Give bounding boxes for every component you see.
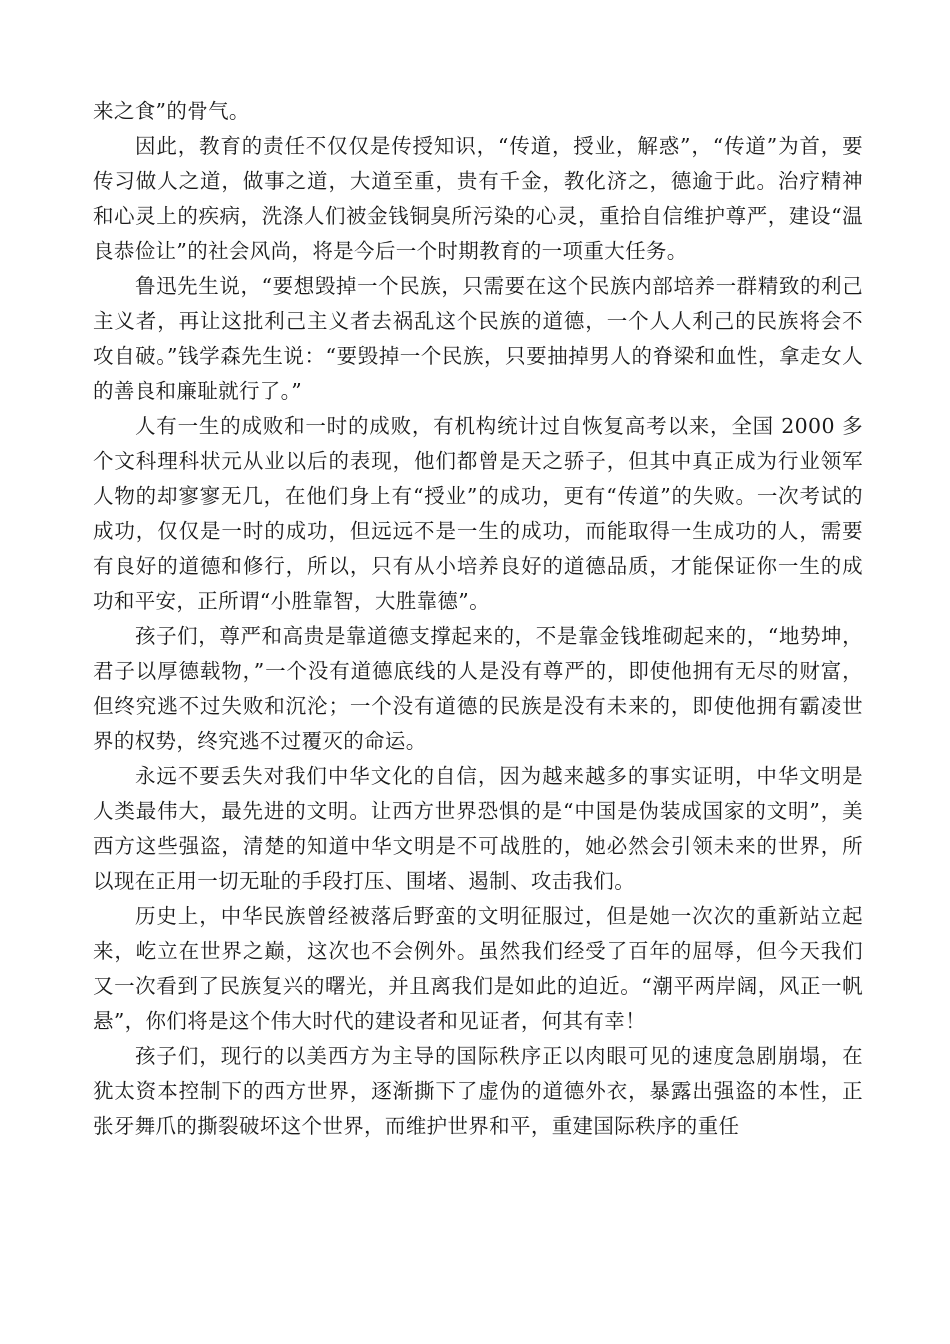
paragraph-success-and-morality: 人有一生的成败和一时的成败，有机构统计过自恢复高考以来，全国 2000 多个文科理科状元从业以后的表现，他们都曾是天之骄子，但其中真正成为行业领军人物的却寥寥无几，在他们身上有“授业”的成功，更有“传道”的失败。一次考试的成功，仅仅是一时的成功，但远远不是一生的成功，而能取得一生成功的人，需要有良好的道德和修行，所以，只有从小培养良好的道德品质，才能保证你一生的成功和平安，正所谓“小胜靠智，大胜靠德”。 [93, 414, 863, 613]
paragraph-luxun-qian-quotes: 鲁迅先生说，“要想毁掉一个民族，只需要在这个民族内部培养一群精致的利己主义者，再让这批利己主义者去祸乱这个民族的道德，一个人人利己的民族将会不攻自破。”钱学森先生说：“要毁掉一个民族，只要抽掉男人的脊梁和血性，拿走女人的善良和廉耻就行了。” [93, 274, 863, 403]
paragraph-national-revival: 历史上，中华民族曾经被落后野蛮的文明征服过，但是她一次次的重新站立起来，屹立在世界之巅，这次也不会例外。虽然我们经受了百年的屈辱，但今天我们又一次看到了民族复兴的曙光，并且离我们是如此的迫近。“潮平两岸阔，风正一帆悬”，你们将是这个伟大时代的建设者和见证者，何其有幸！ [93, 904, 863, 1033]
document-page [93, 94, 863, 1144]
paragraph-international-order: 孩子们，现行的以美西方为主导的国际秩序正以肉眼可见的速度急剧崩塌，在犹太资本控制下的西方世界，逐渐撕下了虚伪的道德外衣，暴露出强盗的本性，正张牙舞爪的撕裂破坏这个世界，而维护世界和平，重建国际秩序的重任 [93, 1044, 863, 1138]
paragraph-education-responsibility: 因此，教育的责任不仅仅是传授知识，“传道，授业，解惑”，“传道”为首，要传习做人之道，做事之道，大道至重，贵有千金，教化济之，德逾于此。治疗精神和心灵上的疾病，洗涤人们被金钱铜臭所污染的心灵，重拾自信维护尊严，建设“温良恭俭让”的社会风尚，将是今后一个时期教育的一项重大任务。 [93, 134, 863, 263]
paragraph-cultural-confidence: 永远不要丢失对我们中华文化的自信，因为越来越多的事实证明，中华文明是人类最伟大，最先进的文明。让西方世界恐惧的是“中国是伪装成国家的文明”，美西方这些强盗，清楚的知道中华文明是不可战胜的，她必然会引领未来的世界，所以现在正用一切无耻的手段打压、围堵、遏制、攻击我们。 [93, 764, 863, 893]
paragraph-dignity-and-virtue: 孩子们，尊严和高贵是靠道德支撑起来的，不是靠金钱堆砌起来的，“地势坤，君子以厚德载物，”一个没有道德底线的人是没有尊严的，即使他拥有无尽的财富，但终究逃不过失败和沉沦；一个没有道德的民族是没有未来的，即使他拥有霸凌世界的权势，终究逃不过覆灭的命运。 [93, 624, 863, 753]
paragraph-continuation: 来之食”的骨气。 [93, 99, 250, 123]
